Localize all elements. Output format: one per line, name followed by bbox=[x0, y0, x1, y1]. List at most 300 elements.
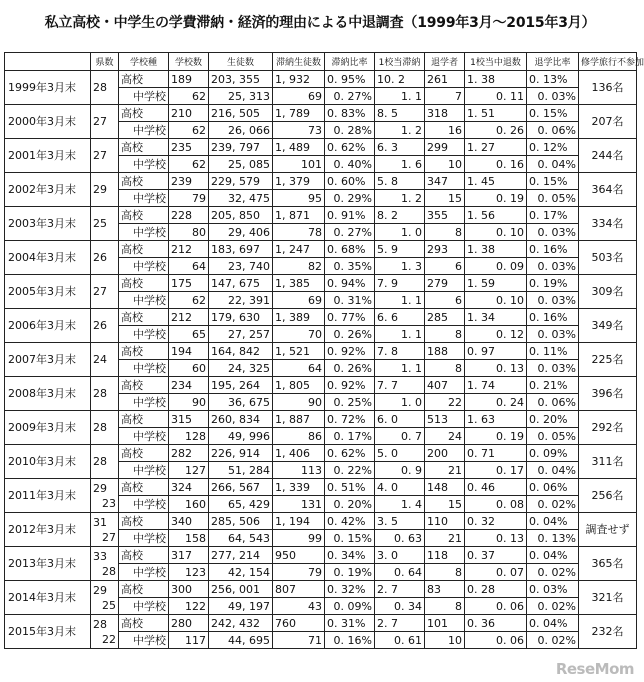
value-cell: 147, 675 bbox=[209, 275, 273, 292]
prefecture-count-cell bbox=[91, 105, 119, 139]
prefecture-count: 28 bbox=[93, 81, 107, 94]
value-cell: 234 bbox=[169, 377, 209, 394]
prefecture-count: 28 bbox=[93, 387, 107, 400]
value-cell: 0. 19 bbox=[465, 428, 527, 445]
value-cell: 0. 72% bbox=[325, 411, 375, 428]
school-type-cell: 中学校 bbox=[119, 394, 169, 411]
value-cell: 1, 389 bbox=[273, 309, 325, 326]
value-cell: 0. 17 bbox=[465, 462, 527, 479]
value-cell: 347 bbox=[425, 173, 465, 190]
value-cell: 10. 2 bbox=[375, 71, 425, 88]
value-cell: 0. 20% bbox=[325, 496, 375, 513]
value-cell: 2. 7 bbox=[375, 581, 425, 598]
value-cell: 0. 32% bbox=[325, 581, 375, 598]
prefecture-count: 28 bbox=[93, 617, 107, 631]
school-type-cell: 高校 bbox=[119, 139, 169, 156]
value-cell: 5. 8 bbox=[375, 173, 425, 190]
trip-absence-cell: 349名 bbox=[579, 309, 637, 343]
value-cell: 1. 6 bbox=[375, 156, 425, 173]
prefecture-count: 29 bbox=[93, 583, 107, 597]
value-cell: 1. 2 bbox=[375, 122, 425, 139]
trip-absence-cell: 207名 bbox=[579, 105, 637, 139]
value-cell: 6 bbox=[425, 258, 465, 275]
value-cell: 226, 914 bbox=[209, 445, 273, 462]
value-cell: 160 bbox=[169, 496, 209, 513]
table-row bbox=[5, 241, 637, 258]
value-cell: 148 bbox=[425, 479, 465, 496]
value-cell: 0. 02% bbox=[527, 632, 579, 649]
value-cell: 315 bbox=[169, 411, 209, 428]
value-cell: 8 bbox=[425, 326, 465, 343]
prefecture-count-cell bbox=[91, 207, 119, 241]
value-cell: 3. 5 bbox=[375, 513, 425, 530]
value-cell: 1, 521 bbox=[273, 343, 325, 360]
value-cell: 49, 996 bbox=[209, 428, 273, 445]
value-cell: 0. 22% bbox=[325, 462, 375, 479]
year-cell: 2002年3月末 bbox=[5, 173, 91, 207]
value-cell: 70 bbox=[273, 326, 325, 343]
value-cell: 0. 31% bbox=[325, 615, 375, 632]
value-cell: 239 bbox=[169, 173, 209, 190]
prefecture-count: 29 bbox=[93, 481, 107, 495]
prefecture-count: 33 bbox=[93, 549, 107, 563]
value-cell: 355 bbox=[425, 207, 465, 224]
value-cell: 90 bbox=[169, 394, 209, 411]
header-cell: 学校数 bbox=[169, 53, 209, 71]
value-cell: 62 bbox=[169, 292, 209, 309]
value-cell: 0. 27% bbox=[325, 224, 375, 241]
header-cell: 滞納比率 bbox=[325, 53, 375, 71]
value-cell: 340 bbox=[169, 513, 209, 530]
value-cell: 0. 20% bbox=[527, 411, 579, 428]
header-cell: 滞納生徒数 bbox=[273, 53, 325, 71]
value-cell: 8 bbox=[425, 360, 465, 377]
value-cell: 282 bbox=[169, 445, 209, 462]
value-cell: 123 bbox=[169, 564, 209, 581]
value-cell: 25, 085 bbox=[209, 156, 273, 173]
value-cell: 110 bbox=[425, 513, 465, 530]
value-cell: 0. 27% bbox=[325, 88, 375, 105]
watermark-logo: ReseMom bbox=[555, 660, 634, 678]
value-cell: 0. 03% bbox=[527, 224, 579, 241]
trip-absence-cell: 調査せず bbox=[579, 513, 637, 547]
value-cell: 0. 04% bbox=[527, 513, 579, 530]
value-cell: 6. 6 bbox=[375, 309, 425, 326]
value-cell: 0. 06% bbox=[527, 479, 579, 496]
year-cell: 2000年3月末 bbox=[5, 105, 91, 139]
value-cell: 407 bbox=[425, 377, 465, 394]
value-cell: 60 bbox=[169, 360, 209, 377]
value-cell: 0. 11% bbox=[527, 343, 579, 360]
value-cell: 0. 04% bbox=[527, 156, 579, 173]
value-cell: 69 bbox=[273, 88, 325, 105]
school-type-cell: 中学校 bbox=[119, 190, 169, 207]
prefecture-count: 24 bbox=[93, 353, 107, 366]
school-type-cell: 高校 bbox=[119, 615, 169, 632]
value-cell: 99 bbox=[273, 530, 325, 547]
value-cell: 0. 34% bbox=[325, 547, 375, 564]
value-cell: 101 bbox=[273, 156, 325, 173]
page-title: 私立高校・中学生の学費滞納・経済的理由による中退調査（1999年3月～2015年3月） bbox=[44, 15, 596, 31]
prefecture-count-cell bbox=[91, 581, 119, 615]
school-type-cell: 中学校 bbox=[119, 496, 169, 513]
prefecture-count: 27 bbox=[93, 115, 107, 128]
value-cell: 4. 0 bbox=[375, 479, 425, 496]
value-cell: 0. 92% bbox=[325, 343, 375, 360]
school-type-cell: 高校 bbox=[119, 71, 169, 88]
value-cell: 0. 68% bbox=[325, 241, 375, 258]
value-cell: 0. 24 bbox=[465, 394, 527, 411]
school-type-cell: 高校 bbox=[119, 241, 169, 258]
school-type-cell: 高校 bbox=[119, 207, 169, 224]
value-cell: 42, 154 bbox=[209, 564, 273, 581]
value-cell: 36, 675 bbox=[209, 394, 273, 411]
value-cell: 0. 08 bbox=[465, 496, 527, 513]
value-cell: 0. 11 bbox=[465, 88, 527, 105]
value-cell: 0. 19 bbox=[465, 190, 527, 207]
value-cell: 5. 9 bbox=[375, 241, 425, 258]
value-cell: 8 bbox=[425, 224, 465, 241]
value-cell: 239, 797 bbox=[209, 139, 273, 156]
value-cell: 1. 59 bbox=[465, 275, 527, 292]
year-cell: 2011年3月末 bbox=[5, 479, 91, 513]
value-cell: 0. 10 bbox=[465, 292, 527, 309]
value-cell: 293 bbox=[425, 241, 465, 258]
trip-absence-cell: 311名 bbox=[579, 445, 637, 479]
value-cell: 0. 04% bbox=[527, 462, 579, 479]
value-cell: 300 bbox=[169, 581, 209, 598]
value-cell: 0. 12% bbox=[527, 139, 579, 156]
value-cell: 0. 29% bbox=[325, 190, 375, 207]
value-cell: 0. 04% bbox=[527, 615, 579, 632]
school-type-cell: 高校 bbox=[119, 309, 169, 326]
value-cell: 194 bbox=[169, 343, 209, 360]
value-cell: 0. 21% bbox=[527, 377, 579, 394]
header-cell: 1校当中退数 bbox=[465, 53, 527, 71]
trip-absence-cell: 396名 bbox=[579, 377, 637, 411]
value-cell: 0. 16% bbox=[527, 241, 579, 258]
value-cell: 1. 63 bbox=[465, 411, 527, 428]
value-cell: 0. 46 bbox=[465, 479, 527, 496]
value-cell: 10 bbox=[425, 156, 465, 173]
prefecture-count-cell bbox=[91, 309, 119, 343]
value-cell: 235 bbox=[169, 139, 209, 156]
value-cell: 51, 284 bbox=[209, 462, 273, 479]
prefecture-count: 25 bbox=[93, 217, 107, 230]
header-cell: 退学者 bbox=[425, 53, 465, 71]
value-cell: 1. 0 bbox=[375, 394, 425, 411]
value-cell: 6. 0 bbox=[375, 411, 425, 428]
table-row bbox=[5, 411, 637, 428]
table-row bbox=[5, 377, 637, 394]
prefecture-count-cell bbox=[91, 173, 119, 207]
header-cell: 修学旅行不参加 bbox=[579, 53, 637, 71]
value-cell: 285 bbox=[425, 309, 465, 326]
value-cell: 175 bbox=[169, 275, 209, 292]
prefecture-count-cell bbox=[91, 343, 119, 377]
value-cell: 285, 506 bbox=[209, 513, 273, 530]
value-cell: 0. 92% bbox=[325, 377, 375, 394]
value-cell: 324 bbox=[169, 479, 209, 496]
value-cell: 0. 06 bbox=[465, 598, 527, 615]
value-cell: 1, 379 bbox=[273, 173, 325, 190]
table-row bbox=[5, 275, 637, 292]
value-cell: 131 bbox=[273, 496, 325, 513]
value-cell: 261 bbox=[425, 71, 465, 88]
value-cell: 69 bbox=[273, 292, 325, 309]
prefecture-count-cell bbox=[91, 275, 119, 309]
value-cell: 65 bbox=[169, 326, 209, 343]
value-cell: 183, 697 bbox=[209, 241, 273, 258]
school-type-cell: 中学校 bbox=[119, 122, 169, 139]
school-type-cell: 高校 bbox=[119, 411, 169, 428]
value-cell: 0. 13 bbox=[465, 360, 527, 377]
prefecture-count: 28 bbox=[93, 455, 107, 468]
trip-absence-cell: 364名 bbox=[579, 173, 637, 207]
header-cell: 退学比率 bbox=[527, 53, 579, 71]
value-cell: 25, 313 bbox=[209, 88, 273, 105]
trip-absence-cell: 232名 bbox=[579, 615, 637, 649]
value-cell: 210 bbox=[169, 105, 209, 122]
value-cell: 0. 9 bbox=[375, 462, 425, 479]
value-cell: 32, 475 bbox=[209, 190, 273, 207]
value-cell: 0. 35% bbox=[325, 258, 375, 275]
value-cell: 8. 2 bbox=[375, 207, 425, 224]
value-cell: 277, 214 bbox=[209, 547, 273, 564]
value-cell: 0. 16 bbox=[465, 156, 527, 173]
trip-absence-cell: 334名 bbox=[579, 207, 637, 241]
value-cell: 122 bbox=[169, 598, 209, 615]
value-cell: 0. 31% bbox=[325, 292, 375, 309]
prefecture-count-cell bbox=[91, 547, 119, 581]
value-cell: 0. 03% bbox=[527, 258, 579, 275]
value-cell: 15 bbox=[425, 496, 465, 513]
value-cell: 80 bbox=[169, 224, 209, 241]
header-cell: 1校当滞納 bbox=[375, 53, 425, 71]
value-cell: 0. 64 bbox=[375, 564, 425, 581]
value-cell: 73 bbox=[273, 122, 325, 139]
value-cell: 95 bbox=[273, 190, 325, 207]
value-cell: 0. 10 bbox=[465, 224, 527, 241]
school-type-cell: 中学校 bbox=[119, 326, 169, 343]
value-cell: 8 bbox=[425, 598, 465, 615]
prefecture-count-cell bbox=[91, 479, 119, 513]
trip-absence-cell: 292名 bbox=[579, 411, 637, 445]
value-cell: 0. 17% bbox=[325, 428, 375, 445]
trip-absence-cell: 225名 bbox=[579, 343, 637, 377]
header-cell: 学校種 bbox=[119, 53, 169, 71]
value-cell: 0. 97 bbox=[465, 343, 527, 360]
value-cell: 950 bbox=[273, 547, 325, 564]
table-row bbox=[5, 615, 637, 632]
value-cell: 0. 03% bbox=[527, 326, 579, 343]
school-type-cell: 中学校 bbox=[119, 598, 169, 615]
value-cell: 1, 805 bbox=[273, 377, 325, 394]
value-cell: 1. 51 bbox=[465, 105, 527, 122]
value-cell: 86 bbox=[273, 428, 325, 445]
value-cell: 0. 28 bbox=[465, 581, 527, 598]
value-cell: 1. 38 bbox=[465, 241, 527, 258]
year-cell: 2003年3月末 bbox=[5, 207, 91, 241]
value-cell: 0. 26% bbox=[325, 326, 375, 343]
year-cell: 2015年3月末 bbox=[5, 615, 91, 649]
trip-absence-cell: 256名 bbox=[579, 479, 637, 513]
value-cell: 260, 834 bbox=[209, 411, 273, 428]
value-cell: 228 bbox=[169, 207, 209, 224]
prefecture-count: 27 bbox=[93, 149, 107, 162]
value-cell: 23, 740 bbox=[209, 258, 273, 275]
table-row bbox=[5, 139, 637, 156]
value-cell: 1, 406 bbox=[273, 445, 325, 462]
value-cell: 16 bbox=[425, 122, 465, 139]
prefecture-count: 22 bbox=[102, 632, 116, 646]
value-cell: 15 bbox=[425, 190, 465, 207]
value-cell: 113 bbox=[273, 462, 325, 479]
value-cell: 212 bbox=[169, 241, 209, 258]
value-cell: 0. 26 bbox=[465, 122, 527, 139]
value-cell: 0. 62% bbox=[325, 445, 375, 462]
value-cell: 0. 13% bbox=[527, 71, 579, 88]
table-row bbox=[5, 105, 637, 122]
value-cell: 0. 60% bbox=[325, 173, 375, 190]
value-cell: 1, 489 bbox=[273, 139, 325, 156]
value-cell: 0. 16% bbox=[527, 309, 579, 326]
school-type-cell: 中学校 bbox=[119, 258, 169, 275]
trip-absence-cell: 136名 bbox=[579, 71, 637, 105]
value-cell: 62 bbox=[169, 88, 209, 105]
prefecture-count: 23 bbox=[102, 496, 116, 510]
value-cell: 1. 1 bbox=[375, 326, 425, 343]
school-type-cell: 高校 bbox=[119, 445, 169, 462]
year-cell: 2014年3月末 bbox=[5, 581, 91, 615]
value-cell: 0. 83% bbox=[325, 105, 375, 122]
value-cell: 62 bbox=[169, 122, 209, 139]
value-cell: 117 bbox=[169, 632, 209, 649]
header-cell: 生徒数 bbox=[209, 53, 273, 71]
value-cell: 0. 02% bbox=[527, 496, 579, 513]
table-row bbox=[5, 71, 637, 88]
value-cell: 0. 51% bbox=[325, 479, 375, 496]
school-type-cell: 高校 bbox=[119, 377, 169, 394]
value-cell: 0. 15% bbox=[527, 105, 579, 122]
value-cell: 0. 02% bbox=[527, 564, 579, 581]
school-type-cell: 中学校 bbox=[119, 632, 169, 649]
value-cell: 0. 19% bbox=[527, 275, 579, 292]
value-cell: 760 bbox=[273, 615, 325, 632]
value-cell: 1, 247 bbox=[273, 241, 325, 258]
value-cell: 0. 03% bbox=[527, 581, 579, 598]
value-cell: 2. 7 bbox=[375, 615, 425, 632]
value-cell: 0. 40% bbox=[325, 156, 375, 173]
school-type-cell: 高校 bbox=[119, 343, 169, 360]
trip-absence-cell: 365名 bbox=[579, 547, 637, 581]
year-cell: 2006年3月末 bbox=[5, 309, 91, 343]
school-type-cell: 中学校 bbox=[119, 224, 169, 241]
value-cell: 0. 12 bbox=[465, 326, 527, 343]
value-cell: 205, 850 bbox=[209, 207, 273, 224]
table-header bbox=[5, 53, 644, 71]
prefecture-count: 27 bbox=[102, 530, 116, 544]
prefecture-count: 25 bbox=[102, 598, 116, 612]
value-cell: 189 bbox=[169, 71, 209, 88]
prefecture-count-cell bbox=[91, 377, 119, 411]
school-type-cell: 中学校 bbox=[119, 88, 169, 105]
header-cell bbox=[5, 53, 91, 71]
value-cell: 0. 03% bbox=[527, 88, 579, 105]
value-cell: 0. 94% bbox=[325, 275, 375, 292]
prefecture-count: 29 bbox=[93, 183, 107, 196]
value-cell: 0. 63 bbox=[375, 530, 425, 547]
value-cell: 7. 7 bbox=[375, 377, 425, 394]
year-cell: 2001年3月末 bbox=[5, 139, 91, 173]
value-cell: 128 bbox=[169, 428, 209, 445]
value-cell: 280 bbox=[169, 615, 209, 632]
value-cell: 0. 06 bbox=[465, 632, 527, 649]
value-cell: 1. 34 bbox=[465, 309, 527, 326]
value-cell: 0. 7 bbox=[375, 428, 425, 445]
value-cell: 8 bbox=[425, 564, 465, 581]
value-cell: 0. 02% bbox=[527, 598, 579, 615]
trip-absence-cell: 503名 bbox=[579, 241, 637, 275]
school-type-cell: 高校 bbox=[119, 275, 169, 292]
value-cell: 0. 15% bbox=[527, 173, 579, 190]
value-cell: 256, 001 bbox=[209, 581, 273, 598]
survey-table bbox=[4, 52, 644, 649]
value-cell: 0. 71 bbox=[465, 445, 527, 462]
value-cell: 22, 391 bbox=[209, 292, 273, 309]
value-cell: 1, 871 bbox=[273, 207, 325, 224]
year-cell: 2007年3月末 bbox=[5, 343, 91, 377]
trip-absence-cell: 309名 bbox=[579, 275, 637, 309]
table-row bbox=[5, 173, 637, 190]
value-cell: 0. 03% bbox=[527, 292, 579, 309]
header-cell: 県数 bbox=[91, 53, 119, 71]
table-row bbox=[5, 513, 637, 530]
value-cell: 279 bbox=[425, 275, 465, 292]
value-cell: 0. 25% bbox=[325, 394, 375, 411]
school-type-cell: 中学校 bbox=[119, 156, 169, 173]
value-cell: 212 bbox=[169, 309, 209, 326]
year-cell: 2004年3月末 bbox=[5, 241, 91, 275]
value-cell: 1. 38 bbox=[465, 71, 527, 88]
value-cell: 21 bbox=[425, 530, 465, 547]
value-cell: 1, 789 bbox=[273, 105, 325, 122]
table-row bbox=[5, 309, 637, 326]
value-cell: 1, 385 bbox=[273, 275, 325, 292]
value-cell: 229, 579 bbox=[209, 173, 273, 190]
value-cell: 0. 09% bbox=[325, 598, 375, 615]
value-cell: 0. 13% bbox=[527, 530, 579, 547]
school-type-cell: 中学校 bbox=[119, 530, 169, 547]
prefecture-count: 26 bbox=[93, 251, 107, 264]
value-cell: 5. 0 bbox=[375, 445, 425, 462]
school-type-cell: 中学校 bbox=[119, 292, 169, 309]
school-type-cell: 高校 bbox=[119, 513, 169, 530]
value-cell: 1. 1 bbox=[375, 360, 425, 377]
value-cell: 1. 1 bbox=[375, 292, 425, 309]
value-cell: 26, 066 bbox=[209, 122, 273, 139]
value-cell: 0. 09% bbox=[527, 445, 579, 462]
value-cell: 203, 355 bbox=[209, 71, 273, 88]
value-cell: 6. 3 bbox=[375, 139, 425, 156]
value-cell: 0. 19% bbox=[325, 564, 375, 581]
value-cell: 1. 1 bbox=[375, 88, 425, 105]
value-cell: 7 bbox=[425, 88, 465, 105]
value-cell: 27, 257 bbox=[209, 326, 273, 343]
prefecture-count-cell bbox=[91, 445, 119, 479]
value-cell: 0. 77% bbox=[325, 309, 375, 326]
value-cell: 1. 4 bbox=[375, 496, 425, 513]
